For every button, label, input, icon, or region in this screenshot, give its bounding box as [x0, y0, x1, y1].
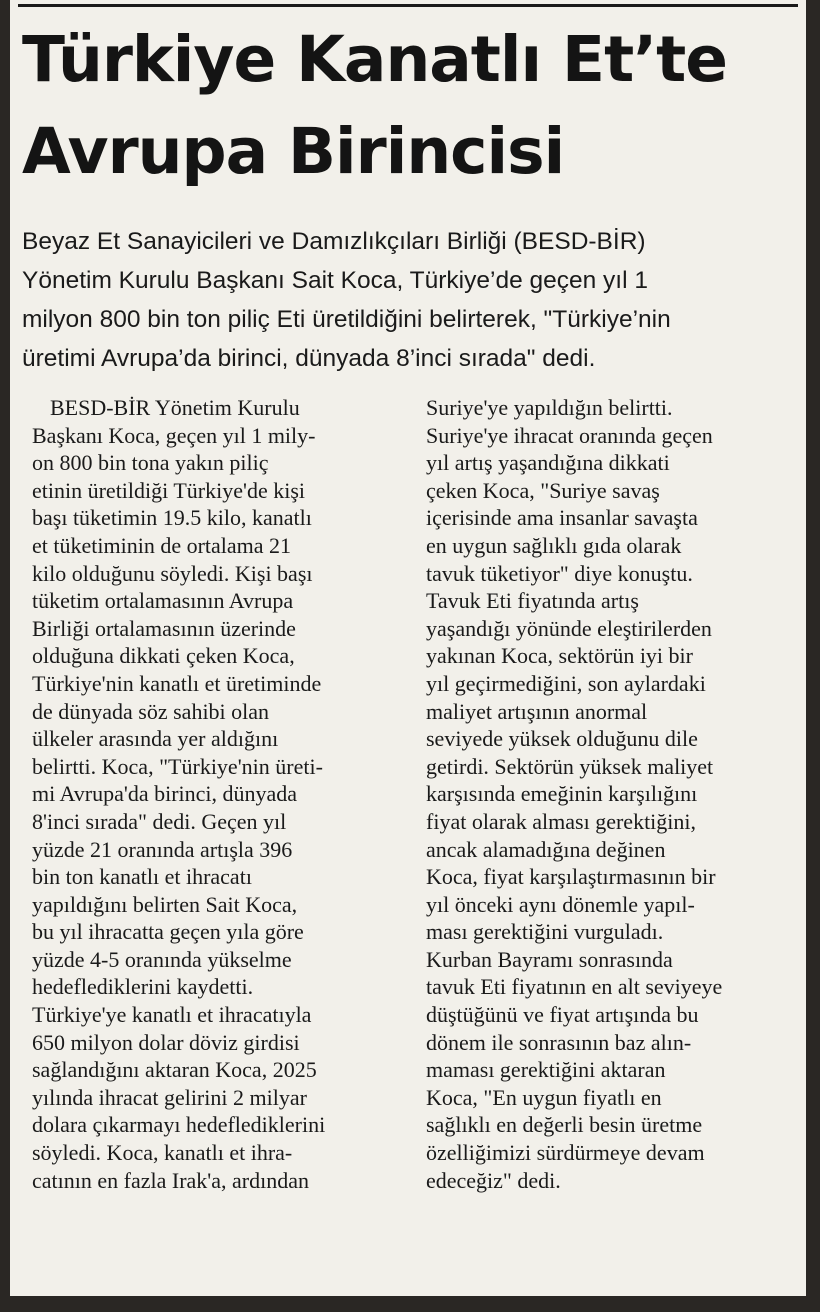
headline-line: Türkiye Kanatlı Et’te: [22, 23, 727, 96]
body-line: olduğuna dikkati çeken Koca,: [32, 643, 295, 669]
body-line: hedeflediklerini kaydetti.: [32, 974, 254, 1000]
lead-line: milyon 800 bin ton piliç Eti üretildiğini belirterek, "Türkiye’nin: [22, 306, 671, 333]
lead-line: Beyaz Et Sanayicileri ve Damızlıkçıları Birliği (BESD-BİR): [22, 228, 646, 255]
body-line: fiyat olarak alması gerektiğini,: [426, 808, 697, 834]
top-rule: [18, 4, 798, 7]
body-line: Suriye'ye yapıldığın belirtti.: [426, 395, 673, 420]
body-line: ülkeler arasında yer aldığını: [32, 726, 279, 752]
body-line: et tüketiminin de ortalama 21: [32, 532, 292, 558]
body-line: de dünyada söz sahibi olan: [32, 698, 270, 724]
body-line: içerisinde ama insanlar savaşta: [426, 505, 698, 531]
body-line: getirdi. Sektörün yüksek maliyet: [426, 753, 714, 779]
body-line: bu yıl ihracatta geçen yıla göre: [32, 919, 304, 945]
lead-paragraph: [22, 222, 798, 378]
body-line: 650 milyon dolar döviz girdisi: [32, 1029, 300, 1055]
body-line: tavuk Eti fiyatının en alt seviyeye: [426, 974, 723, 1000]
body-line: başı tüketimin 19.5 kilo, kanatlı: [32, 505, 312, 531]
body-line: sağlandığını aktaran Koca, 2025: [32, 1057, 317, 1083]
headline-line: Avrupa Birincisi: [22, 115, 565, 188]
body-line: Koca, "En uygun fiyatlı en: [426, 1084, 662, 1110]
body-line: sağlıklı en değerli besin üretme: [426, 1112, 703, 1138]
body-line: Koca, fiyat karşılaştırmasının bir: [426, 864, 716, 890]
body-line: düştüğünü ve fiyat artışında bu: [426, 1002, 699, 1028]
body-line: 8'inci sırada" dedi. Geçen yıl: [32, 808, 287, 834]
left-column: [32, 394, 414, 1194]
body-line: edeceğiz" dedi.: [426, 1167, 561, 1193]
body-line: Türkiye'ye kanatlı et ihracatıyla: [32, 1002, 312, 1028]
body-line: tavuk tüketiyor" diye konuştu.: [426, 560, 693, 586]
body-line: ması gerektiğini vurguladı.: [426, 919, 664, 945]
body-line: Başkanı Koca, geçen yıl 1 mily-: [32, 422, 316, 448]
body-line: maması gerektiğini aktaran: [426, 1057, 666, 1083]
body-line: karşısında emeğinin karşılığını: [426, 781, 698, 807]
body-line: en uygun sağlıklı gıda olarak: [426, 532, 682, 558]
body-line: BESD-BİR Yönetim Kurulu: [50, 395, 300, 420]
body-line: söyledi. Koca, kanatlı et ihra-: [32, 1140, 293, 1166]
body-line: Tavuk Eti fiyatında artış: [426, 588, 639, 614]
right-column: [426, 394, 798, 1194]
body-line: yıl önceki aynı dönemle yapıl-: [426, 891, 695, 917]
body-line: yıl artış yaşandığına dikkati: [426, 450, 670, 476]
body-line: on 800 bin tona yakın piliç: [32, 450, 269, 476]
body-line: Suriye'ye ihracat oranında geçen: [426, 422, 713, 448]
body-line: kilo olduğunu söyledi. Kişi başı: [32, 560, 313, 586]
body-line: seviyede yüksek olduğunu dile: [426, 726, 698, 752]
body-line: catının en fazla Irak'a, ardından: [32, 1167, 309, 1193]
lead-line: Yönetim Kurulu Başkanı Sait Koca, Türkiye’de geçen yıl 1: [22, 267, 648, 294]
body-line: maliyet artışının anormal: [426, 698, 648, 724]
body-line: etinin üretildiği Türkiye'de kişi: [32, 477, 306, 503]
body-line: yakınan Koca, sektörün iyi bir: [426, 643, 693, 669]
body-line: dolara çıkarmayı hedeflediklerini: [32, 1112, 326, 1138]
body-line: yüzde 4-5 oranında yükselme: [32, 946, 292, 972]
body-line: çeken Koca, "Suriye savaş: [426, 477, 660, 503]
body-line: yapıldığını belirten Sait Koca,: [32, 891, 298, 917]
headline: [22, 14, 802, 198]
body-line: belirtti. Koca, "Türkiye'nin üreti-: [32, 753, 323, 779]
body-line: yıl geçirmediğini, son aylardaki: [426, 670, 706, 696]
body-line: mi Avrupa'da birinci, dünyada: [32, 781, 298, 807]
body-line: Kurban Bayramı sonrasında: [426, 946, 673, 972]
lead-line: üretimi Avrupa’da birinci, dünyada 8’inci sırada" dedi.: [22, 345, 596, 372]
body-line: yaşandığı yönünde eleştirilerden: [426, 615, 712, 641]
body-line: Türkiye'nin kanatlı et üretiminde: [32, 670, 322, 696]
body-line: ancak alamadığına değinen: [426, 836, 666, 862]
body-line: Birliği ortalamasının üzerinde: [32, 615, 296, 641]
body-line: tüketim ortalamasının Avrupa: [32, 588, 294, 614]
body-line: yılında ihracat gelirini 2 milyar: [32, 1084, 307, 1110]
body-line: dönem ile sonrasının baz alın-: [426, 1029, 692, 1055]
body-line: bin ton kanatlı et ihracatı: [32, 864, 252, 890]
newspaper-clipping: [10, 0, 806, 1296]
body-line: özelliğimizi sürdürmeye devam: [426, 1140, 705, 1166]
body-line: yüzde 21 oranında artışla 396: [32, 836, 293, 862]
